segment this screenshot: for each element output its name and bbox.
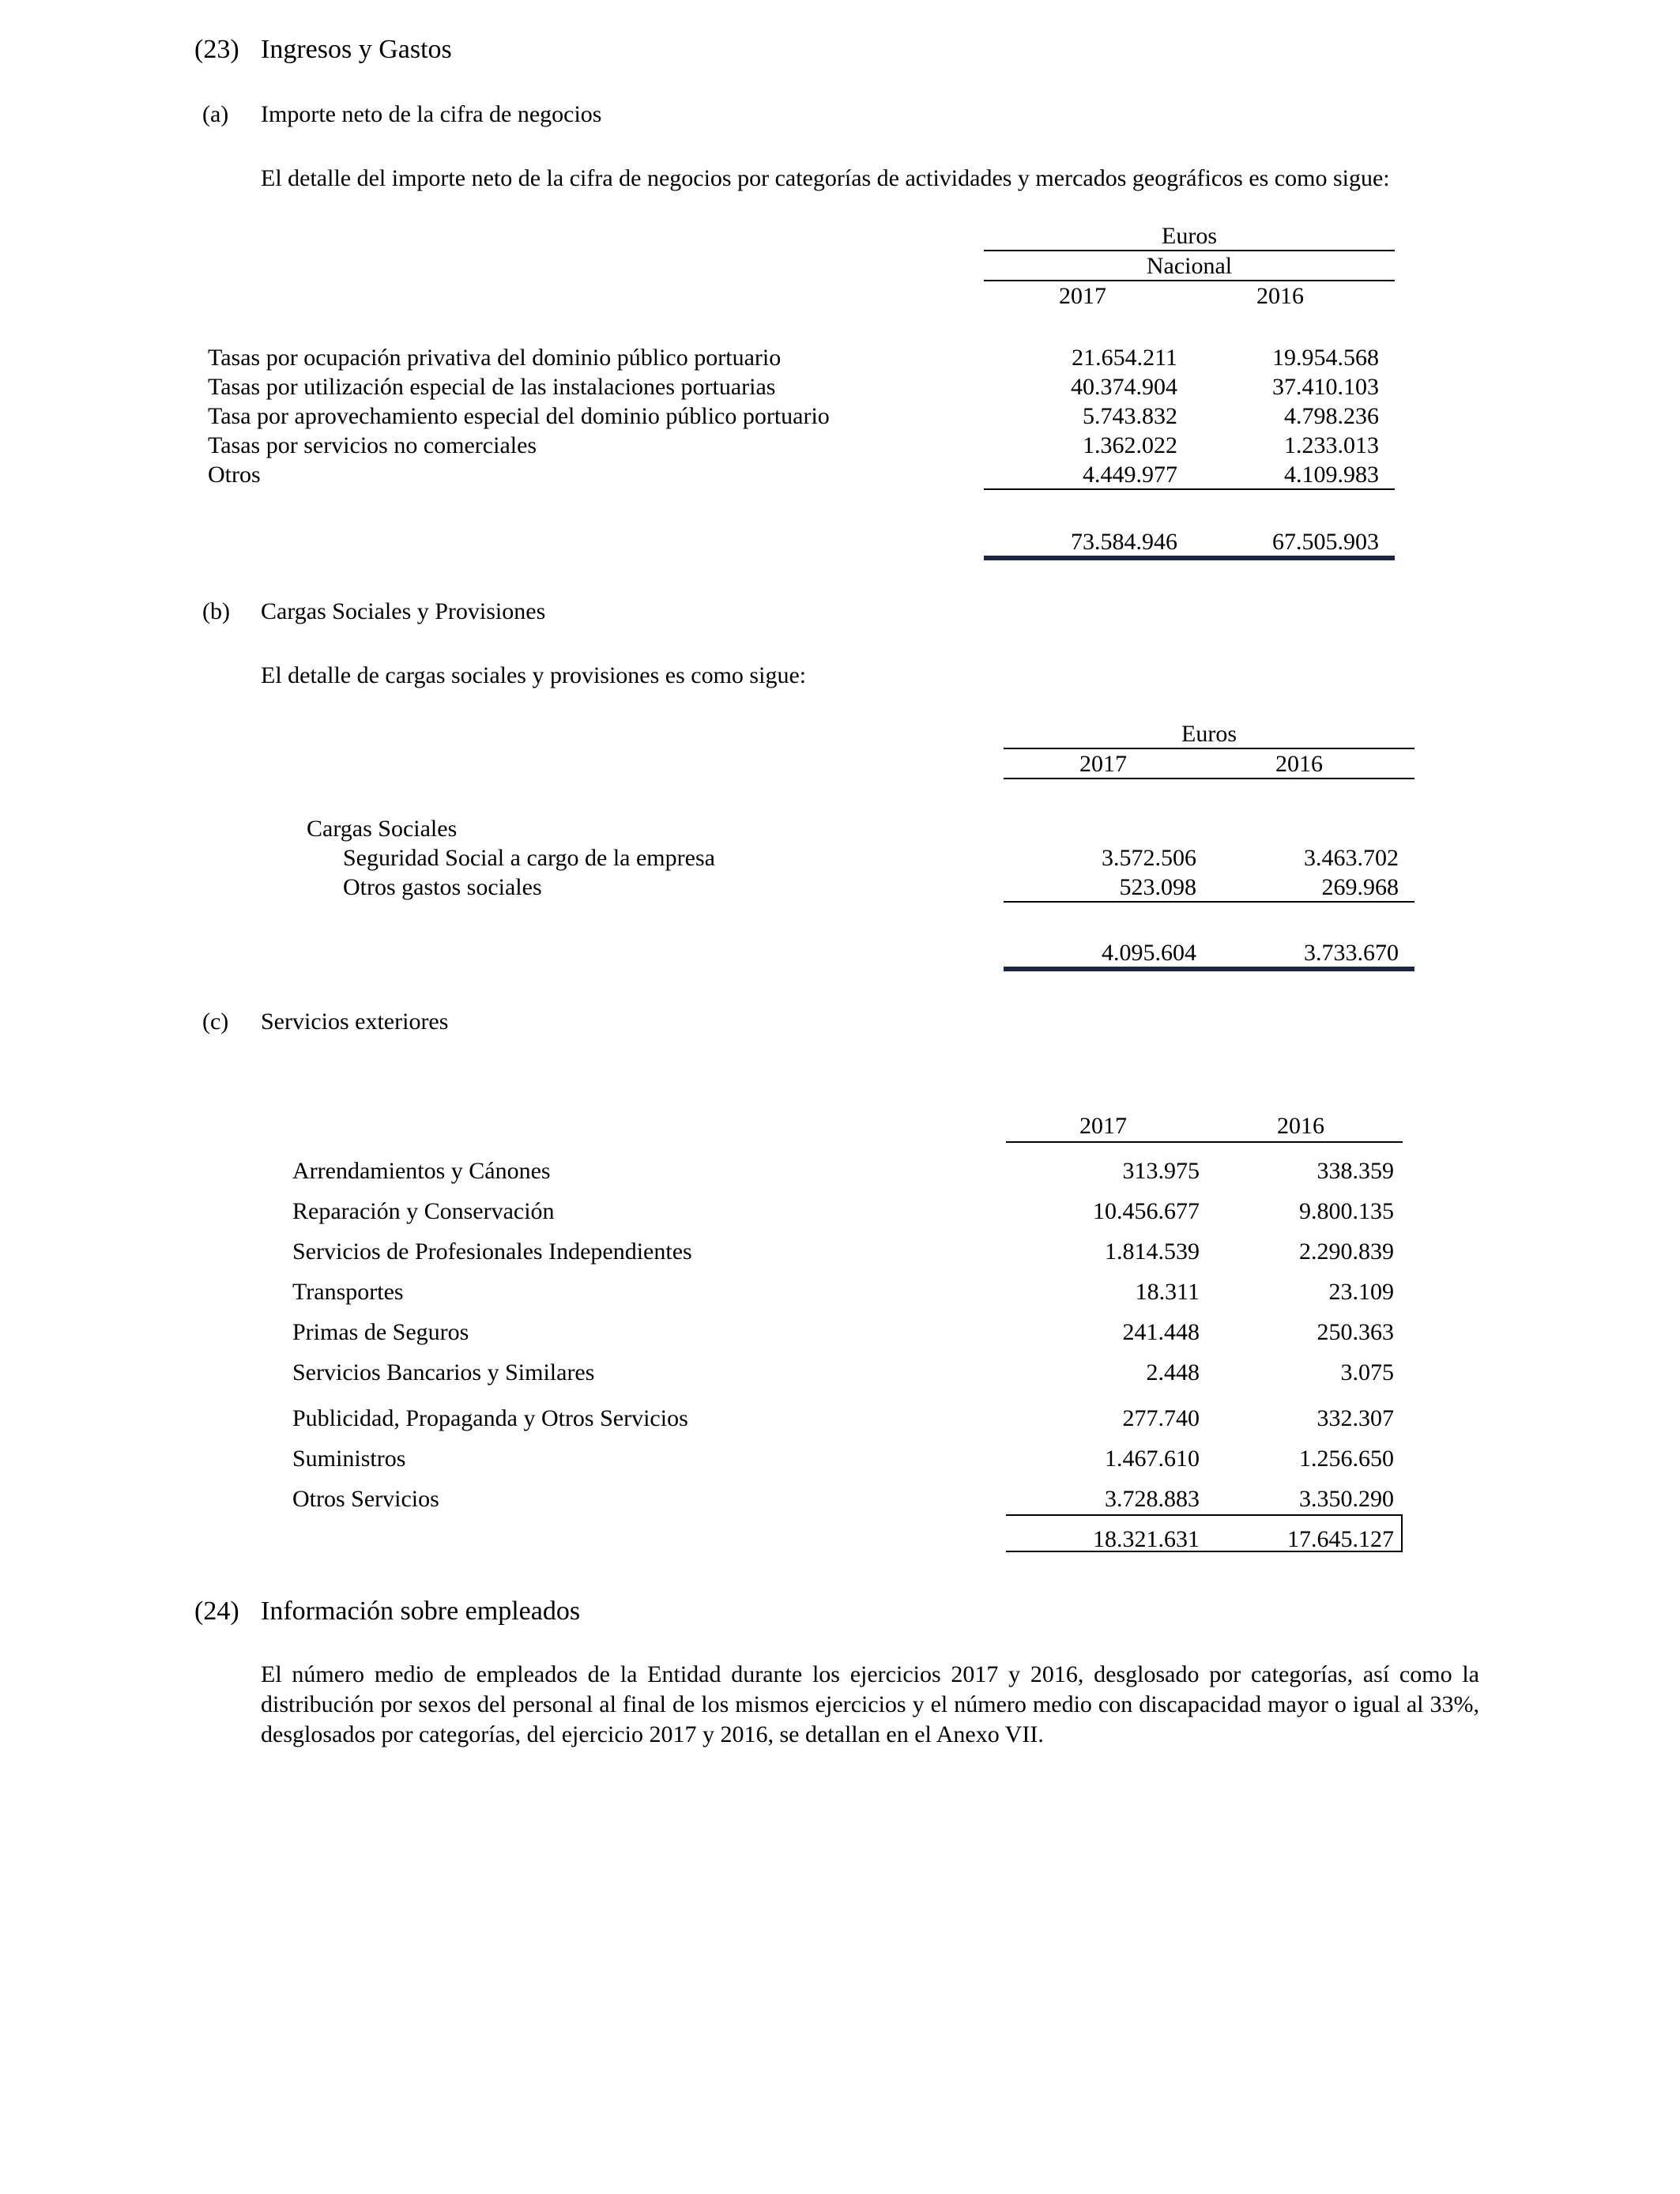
table-a-header-euros: Euros <box>1162 223 1217 249</box>
table-b-header-euros: Euros <box>1181 721 1237 747</box>
table-a-total-2016: 67.505.903 <box>1272 529 1379 555</box>
table-b-header-rule <box>1004 748 1414 749</box>
table-c-header-rule <box>1006 1141 1403 1143</box>
table-c-row-2017: 277.740 <box>1122 1405 1200 1431</box>
table-c-row-2017: 2.448 <box>1146 1359 1200 1385</box>
section-a-title: Importe neto de la cifra de negocios <box>261 101 602 127</box>
table-c-row-2017: 10.456.677 <box>1093 1198 1200 1224</box>
table-c-row-2016: 332.307 <box>1317 1405 1394 1431</box>
table-b-group-label: Cargas Sociales <box>307 816 458 842</box>
table-b-row-2017: 3.572.506 <box>1102 845 1196 871</box>
note-24-title: Información sobre empleados <box>261 1596 581 1626</box>
table-b-row-2016: 3.463.702 <box>1304 845 1399 871</box>
table-a-row-2016: 4.109.983 <box>1284 462 1379 488</box>
section-a-intro: El detalle del importe neto de la cifra de negocios por categorías de actividades y mercados geográficos es como sigue: <box>261 165 1390 191</box>
table-b-total-rule <box>1004 967 1414 971</box>
table-c-row-2016: 3.350.290 <box>1299 1486 1394 1512</box>
table-a-header-rule-2 <box>984 280 1395 281</box>
table-b-row-label: Seguridad Social a cargo de la empresa <box>343 845 715 871</box>
table-c-row-2017: 1.467.610 <box>1105 1446 1200 1472</box>
table-c-row-label: Suministros <box>292 1446 406 1472</box>
table-c-row-2017: 18.311 <box>1135 1279 1200 1305</box>
table-c-total-2016: 17.645.127 <box>1287 1526 1394 1552</box>
table-c-row-2016: 338.359 <box>1317 1158 1394 1184</box>
table-a-total-rule <box>984 556 1395 560</box>
table-b-total-2016: 3.733.670 <box>1304 940 1399 966</box>
section-b-title: Cargas Sociales y Provisiones <box>261 598 546 624</box>
table-a-row-label: Tasas por servicios no comerciales <box>208 432 537 458</box>
table-a-row-2016: 1.233.013 <box>1284 432 1379 458</box>
table-c-row-label: Otros Servicios <box>292 1486 439 1512</box>
table-c-row-label: Reparación y Conservación <box>292 1198 555 1224</box>
section-c-letter: (c) <box>202 1008 229 1035</box>
table-b-header-rule-2 <box>1004 778 1414 779</box>
note-24-number: (24) <box>194 1596 239 1626</box>
note-23-number: (23) <box>194 35 239 64</box>
table-c-row-label: Servicios Bancarios y Similares <box>292 1359 595 1385</box>
table-a-row-2017: 5.743.832 <box>1083 403 1177 429</box>
table-c-total-top-rule <box>1006 1514 1403 1516</box>
table-c-row-label: Primas de Seguros <box>292 1319 469 1345</box>
table-c-row-label: Servicios de Profesionales Independientes <box>292 1238 692 1265</box>
table-c-row-2016: 9.800.135 <box>1299 1198 1394 1224</box>
table-a-row-label: Tasa por aprovechamiento especial del dominio público portuario <box>208 403 830 429</box>
table-c-total-2017: 18.321.631 <box>1093 1526 1200 1552</box>
table-c-row-label: Arrendamientos y Cánones <box>292 1158 551 1184</box>
table-a-row-2016: 37.410.103 <box>1272 374 1379 400</box>
table-a-row-2017: 40.374.904 <box>1071 374 1177 400</box>
table-a-subtotal-rule <box>984 488 1395 490</box>
table-c-row-label: Publicidad, Propaganda y Otros Servicios <box>292 1405 688 1431</box>
table-a-row-2017: 21.654.211 <box>1072 345 1177 371</box>
section-b-intro: El detalle de cargas sociales y provisiones es como sigue: <box>261 662 807 688</box>
table-c-total-bottom-rule <box>1006 1551 1403 1552</box>
table-a-row-2017: 4.449.977 <box>1083 462 1177 488</box>
table-a-row-label: Tasas por ocupación privativa del dominio público portuario <box>208 345 782 371</box>
table-a-header-nacional: Nacional <box>1146 253 1233 279</box>
table-c-row-2016: 2.290.839 <box>1299 1238 1394 1265</box>
section-b-letter: (b) <box>202 598 230 624</box>
table-b-row-2017: 523.098 <box>1119 874 1196 900</box>
table-b-year-2016: 2016 <box>1275 751 1323 777</box>
section-c-title: Servicios exteriores <box>261 1008 449 1035</box>
table-c-row-2017: 241.448 <box>1122 1319 1200 1345</box>
note-23-title: Ingresos y Gastos <box>261 35 452 64</box>
table-a-header-rule <box>984 250 1395 251</box>
section-a-letter: (a) <box>202 101 229 127</box>
table-b-subtotal-rule <box>1004 901 1414 903</box>
table-c-year-2017: 2017 <box>1079 1113 1127 1139</box>
table-c-row-2017: 3.728.883 <box>1105 1486 1200 1512</box>
table-a-year-2016: 2016 <box>1256 283 1304 309</box>
table-c-row-2017: 313.975 <box>1122 1158 1200 1184</box>
table-c-row-2016: 3.075 <box>1340 1359 1394 1385</box>
table-a-row-label: Tasas por utilización especial de las instalaciones portuarias <box>208 374 776 400</box>
table-a-row-2017: 1.362.022 <box>1083 432 1177 458</box>
table-c-row-2016: 250.363 <box>1317 1319 1394 1345</box>
table-b-row-label: Otros gastos sociales <box>343 874 542 900</box>
table-c-year-2016: 2016 <box>1277 1113 1324 1139</box>
table-a-year-2017: 2017 <box>1059 283 1106 309</box>
table-c-total-right-rule <box>1401 1514 1403 1551</box>
table-c-row-label: Transportes <box>292 1279 404 1305</box>
table-b-year-2017: 2017 <box>1079 751 1127 777</box>
table-c-row-2016: 23.109 <box>1328 1279 1394 1305</box>
table-c-row-2017: 1.814.539 <box>1105 1238 1200 1265</box>
table-c-row-2016: 1.256.650 <box>1299 1446 1394 1472</box>
table-a-row-label: Otros <box>208 462 261 488</box>
table-a-total-2017: 73.584.946 <box>1071 529 1177 555</box>
table-a-row-2016: 4.798.236 <box>1284 403 1379 429</box>
note-24-paragraph: El número medio de empleados de la Entidad durante los ejercicios 2017 y 2016, desglosado por categorías, así como la distribución por sexos del personal al final de los mismos ejercicios y el número medio con discapacidad mayor o igual al 33%, desglosados por categorías, del ejercicio 2017 y 2016, se detallan en el Anexo VII. <box>261 1661 1479 1747</box>
table-a-row-2016: 19.954.568 <box>1272 345 1379 371</box>
table-b-total-2017: 4.095.604 <box>1102 940 1196 966</box>
table-b-row-2016: 269.968 <box>1321 874 1399 900</box>
